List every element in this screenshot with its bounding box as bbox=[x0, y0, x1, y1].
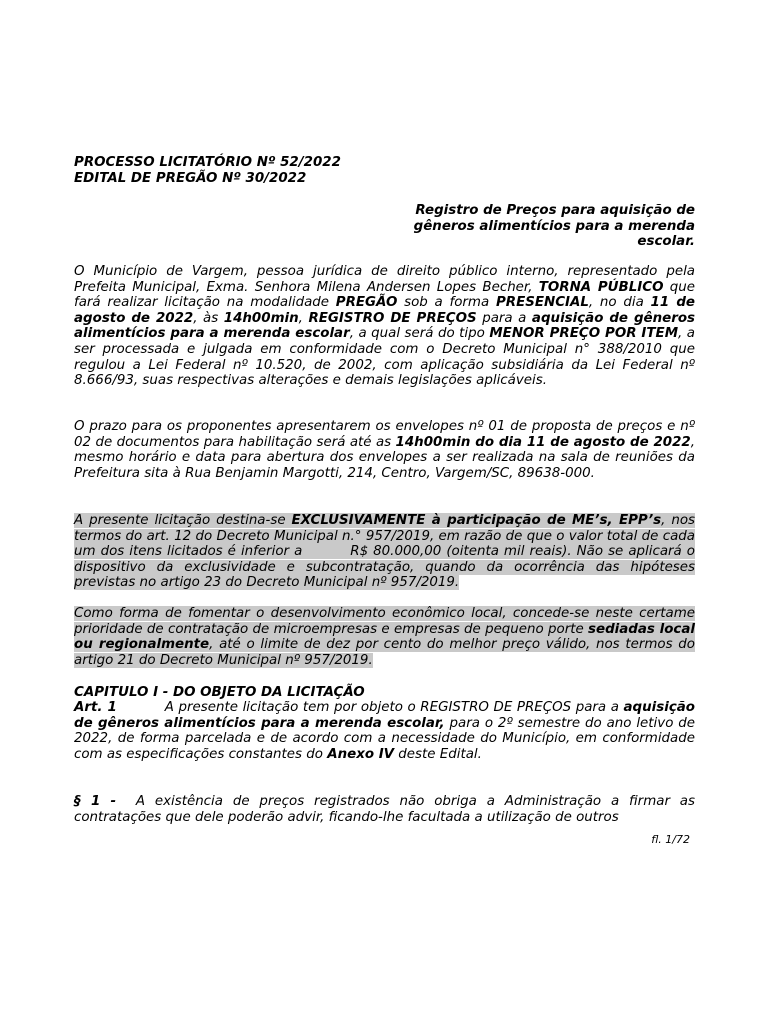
intro-paragraph: O Município de Vargem, pessoa jurídica de direito público interno, representado pela Prefeita Municipal, Exma. Senhora Milena Andersen Lopes Becher, TORNA PÚBLICO que fará realizar licitação na modalidade PREGÃO sob a forma PRESENCIAL, no dia 11 de agosto de 2022, às 14h00min, REGISTRO DE PREÇOS para a aquisição de gêneros alimentícios para a merenda escolar, a qual será do tipo MENOR PREÇO POR ITEM, a ser processada e julgada em conformidade com o Decreto Municipal n° 388/2010 que regulou a Lei Federal nº 10.520, de 2002, com aplicação subsidiária da Lei Federal nº 8.666/93, suas respectivas alterações e demais legislações aplicáveis. bbox=[74, 264, 696, 389]
paragraph-1-label: § 1 - bbox=[74, 794, 117, 809]
object-summary-line-2: gêneros alimentícios para a merenda bbox=[413, 218, 695, 234]
deadline-paragraph: O prazo para os proponentes apresentarem os envelopes nº 01 de proposta de preços e nº 02 de documentos para habilitação será até as 14h00min do dia 11 de agosto de 2022, mesmo horário e data para abertura dos envelopes a ser realizada na sala de reuniões da Prefeitura sita à Rua Benjamin Margotti, 214, Centro, Vargem/SC, 89638-000. bbox=[74, 419, 695, 481]
article-1: Art. 1 A presente licitação tem por objeto o REGISTRO DE PREÇOS para a aquisição de gêneros alimentícios para a merenda escolar, para o 2º semestre do ano letivo de 2022, de forma parcelada e de acordo com a necessidade do Município, em conformidade com as especificações constantes do Anexo IV deste Edital. bbox=[74, 700, 696, 762]
chapter-1-title: CAPITULO I - DO OBJETO DA LICITAÇÃO bbox=[74, 685, 365, 700]
article-1-label: Art. 1 bbox=[74, 700, 117, 715]
exclusivity-paragraph: A presente licitação destina-se EXCLUSIVAMENTE à participação de ME’s, EPP’s, nos termos do art. 12 do Decreto Municipal n.° 957/2019, em razão de que o valor total de cada um dos itens licitados é inferior a R$ 80.000,00 (oitenta mil reais). Não se aplicará o dispositivo da exclusividade e subcontratação, quando da ocorrência das hipóteses previstas no artigo 23 do Decreto Municipal nº 957/2019. bbox=[74, 513, 696, 591]
edital-number: EDITAL DE PREGÃO Nº 30/2022 bbox=[74, 170, 307, 186]
object-summary-line-3: escolar. bbox=[637, 234, 695, 250]
local-priority-paragraph: Como forma de fomentar o desenvolvimento econômico local, concede-se neste certame prioridade de contratação de microempresas e empresas de pequeno porte sediadas local ou regionalmente, até o limite de dez por cento do melhor preço válido, nos termos do artigo 21 do Decreto Municipal nº 957/2019. bbox=[74, 606, 695, 668]
paragraph-1: § 1 - A existência de preços registrados não obriga a Administração a firmar as contratações que dele poderão advir, ficando-lhe facultada a utilização de outros bbox=[74, 794, 695, 825]
object-summary-line-1: Registro de Preços para aquisição de bbox=[415, 203, 695, 218]
document-header bbox=[74, 155, 695, 186]
object-summary bbox=[74, 203, 695, 250]
page-folio: fl. 1/72 bbox=[651, 833, 690, 846]
process-number: PROCESSO LICITATÓRIO Nº 52/2022 bbox=[74, 155, 341, 170]
